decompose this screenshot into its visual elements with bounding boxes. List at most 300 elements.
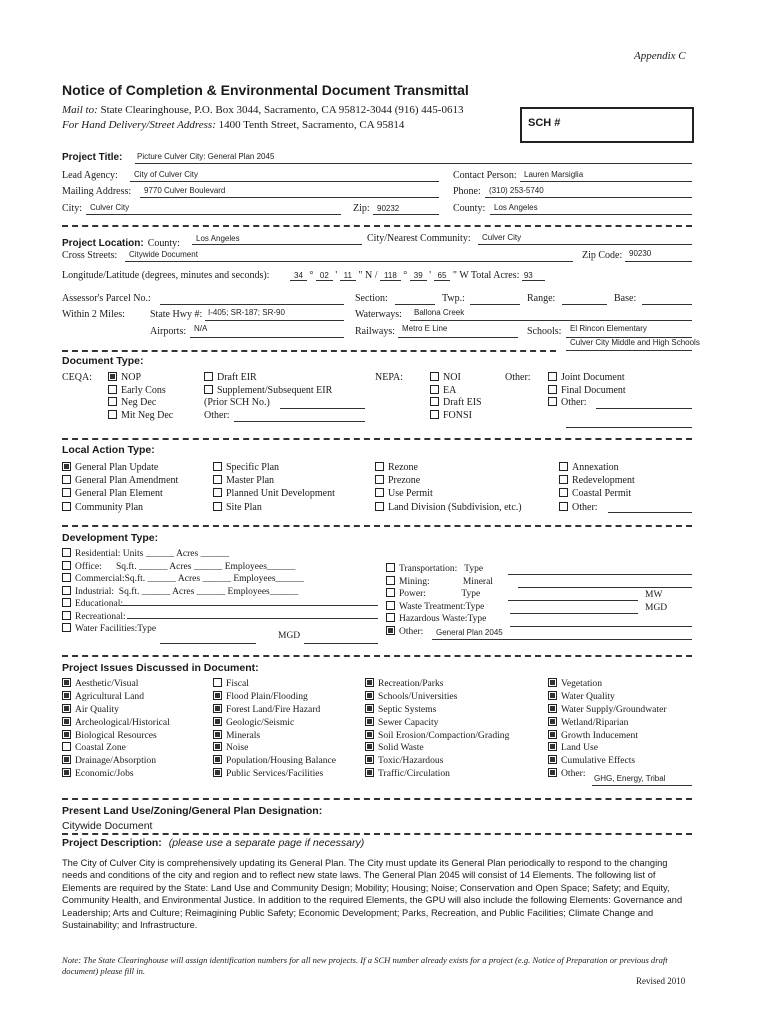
checkbox-label: Fiscal	[226, 678, 249, 689]
lead-agency-label: Lead Agency:	[62, 170, 118, 181]
ceqa-label: CEQA:	[62, 372, 92, 383]
checkbox-label: Growth Inducement	[561, 729, 638, 741]
checkbox-icon[interactable]	[375, 502, 384, 511]
checkbox-option[interactable]	[559, 487, 635, 500]
checkbox-icon[interactable]	[108, 410, 117, 419]
checkbox-label: Annexation	[572, 462, 619, 473]
checkbox-icon[interactable]	[62, 548, 71, 557]
checked-checkbox-icon[interactable]	[213, 768, 222, 777]
checkbox-icon[interactable]	[430, 372, 439, 381]
dev-type-label: Office: Sq.ft. ______ Acres ______ Employees______	[75, 561, 296, 572]
zip-label: Zip:	[353, 203, 370, 214]
dev-type-row[interactable]	[62, 561, 304, 574]
checked-checkbox-icon[interactable]	[213, 704, 222, 713]
total-acres-value[interactable]: 93	[522, 271, 545, 281]
dev-type-row[interactable]	[62, 586, 304, 599]
land-use-heading: Present Land Use/Zoning/General Plan Designation:	[62, 805, 323, 817]
checkbox-label: Planned Unit Development	[226, 488, 335, 500]
checkbox-label: Land Division (Subdivision, etc.)	[388, 501, 522, 513]
checkbox-icon[interactable]	[386, 613, 395, 622]
checkbox-option[interactable]	[62, 742, 170, 755]
dev-type-row[interactable]	[62, 611, 304, 624]
checkbox-icon[interactable]	[204, 372, 213, 381]
checkbox-label: General Plan Amendment	[75, 475, 179, 487]
checkbox-option[interactable]	[365, 730, 509, 743]
latitude-fields[interactable]: 34 ° 02 ' 11 " N / 118 ° 39 ' 65 " W Total Acres: 93	[290, 270, 545, 281]
issues-other-value[interactable]: GHG, Energy, Tribal	[594, 774, 666, 783]
lon-seconds[interactable]: 65	[434, 271, 451, 281]
development-type-heading: Development Type:	[62, 532, 159, 544]
dev-type-row[interactable]	[62, 623, 304, 636]
checkbox-option[interactable]	[548, 704, 667, 717]
checked-checkbox-icon[interactable]	[213, 717, 222, 726]
divider	[62, 225, 692, 227]
checkbox-label: Early Cons	[121, 384, 166, 396]
lon-minutes[interactable]: 39	[410, 271, 427, 281]
zip-value[interactable]: 90232	[377, 204, 400, 213]
checkbox-icon[interactable]	[213, 502, 222, 511]
checkbox-label: Vegetation	[561, 678, 603, 689]
checkbox-label: Draft EIR	[217, 372, 257, 383]
checkbox-option[interactable]	[548, 755, 667, 768]
checkbox-label: Geologic/Seismic	[226, 716, 295, 728]
project-description-note: (please use a separate page if necessary)	[168, 837, 365, 849]
checkbox-option[interactable]	[375, 474, 522, 487]
checkbox-icon[interactable]	[108, 385, 117, 394]
checkbox-option[interactable]	[213, 717, 336, 730]
dev-type-label: Mining: Mineral	[399, 576, 493, 587]
revised-date: Revised 2010	[636, 976, 686, 986]
checkbox-label: Schools/Universities	[378, 690, 458, 702]
checked-checkbox-icon[interactable]	[62, 717, 71, 726]
railways-label: Railways:	[355, 326, 395, 337]
checkbox-option[interactable]	[365, 742, 509, 755]
checkbox-icon[interactable]	[62, 623, 71, 632]
checkbox-label: Septic Systems	[378, 703, 437, 715]
checkbox-label: Draft EIS	[443, 397, 482, 408]
divider	[62, 833, 692, 835]
checkbox-icon[interactable]	[386, 588, 395, 597]
checkbox-option[interactable]	[62, 691, 170, 704]
dev-type-row[interactable]	[62, 573, 304, 586]
checkbox-option[interactable]	[62, 768, 170, 781]
checkbox-option[interactable]	[548, 678, 667, 691]
dev-type-label: Educational:	[75, 599, 124, 609]
nearest-community-value[interactable]: Culver City	[482, 233, 522, 242]
footer-note: Note: The State Clearinghouse will assign identification numbers for all new projects. If a SCH number already exists for a project (e.g. Notice of Preparation or previous draft document) please fill in.	[62, 955, 668, 976]
dev-type-label: Hazardous Waste:Type	[399, 614, 487, 624]
checked-checkbox-icon[interactable]	[213, 730, 222, 739]
project-title-value[interactable]: Picture Culver City: General Plan 2045	[137, 152, 275, 161]
checkbox-option[interactable]	[375, 461, 522, 474]
checked-checkbox-icon[interactable]	[62, 755, 71, 764]
ceqa-options-2	[204, 372, 332, 397]
checkbox-option[interactable]	[548, 742, 667, 755]
section-label: Section:	[355, 293, 388, 304]
checkbox-label: FONSI	[443, 409, 472, 421]
checkbox-icon[interactable]	[559, 488, 568, 497]
checkbox-option[interactable]	[365, 691, 509, 704]
checkbox-icon[interactable]	[559, 462, 568, 471]
dev-type-label: Water Facilities:Type	[75, 624, 157, 634]
checked-checkbox-icon[interactable]	[213, 742, 222, 751]
checkbox-label: EA	[443, 384, 457, 396]
checkbox-option[interactable]	[548, 385, 626, 398]
city-label: City:	[62, 203, 83, 214]
checkbox-option[interactable]	[62, 501, 178, 514]
checkbox-icon[interactable]	[430, 410, 439, 419]
sch-number-box[interactable]	[520, 107, 694, 143]
airports-value[interactable]: N/A	[194, 324, 208, 333]
checked-checkbox-icon[interactable]	[62, 462, 71, 471]
city-value[interactable]: Culver City	[90, 203, 130, 212]
checked-checkbox-icon[interactable]	[548, 742, 557, 751]
checkbox-option[interactable]	[430, 397, 482, 410]
checkbox-label: Mit Neg Dec	[121, 409, 174, 421]
checkbox-label: Rezone	[388, 462, 418, 473]
checkbox-option[interactable]	[559, 474, 635, 487]
checkbox-option[interactable]	[430, 385, 482, 398]
checked-checkbox-icon[interactable]	[548, 704, 557, 713]
checkbox-option[interactable]	[62, 755, 170, 768]
checkbox-label: Economic/Jobs	[75, 768, 134, 780]
project-location-row	[62, 233, 180, 251]
waste-mgd-label: MGD	[645, 603, 668, 613]
checkbox-option[interactable]	[548, 372, 626, 385]
apn-label: Assessor's Parcel No.:	[62, 293, 151, 304]
divider	[62, 525, 692, 527]
water-mgd-label: MGD	[278, 631, 301, 641]
dev-type-label: Power: Type	[399, 589, 481, 599]
county-value[interactable]: Los Angeles	[494, 203, 538, 212]
checkbox-label: Aesthetic/Visual	[75, 678, 139, 689]
checkbox-option[interactable]	[213, 461, 335, 474]
divider	[62, 350, 556, 352]
lat-seconds[interactable]: 11	[340, 271, 356, 281]
checkbox-option[interactable]	[62, 704, 170, 717]
checked-checkbox-icon[interactable]	[548, 768, 557, 777]
waterways-value[interactable]: Ballona Creek	[414, 308, 465, 317]
checkbox-option[interactable]	[375, 501, 522, 514]
checked-checkbox-icon[interactable]	[548, 678, 557, 687]
checkbox-icon[interactable]	[62, 598, 71, 607]
contact-person-label: Contact Person:	[453, 170, 517, 181]
checkbox-icon[interactable]	[62, 611, 71, 620]
checkbox-option[interactable]	[365, 768, 509, 781]
checkbox-label: Flood Plain/Flooding	[226, 690, 308, 702]
checkbox-option[interactable]	[375, 487, 522, 500]
checkbox-option[interactable]	[108, 397, 173, 410]
dev-type-label: Waste Treatment:Type	[399, 601, 485, 612]
issues-col2	[213, 678, 336, 781]
hand-delivery-label: For Hand Delivery/Street Address:	[62, 119, 216, 131]
checkbox-option[interactable]	[213, 487, 335, 500]
checked-checkbox-icon[interactable]	[365, 768, 374, 777]
checkbox-option[interactable]	[213, 730, 336, 743]
checkbox-icon[interactable]	[213, 462, 222, 471]
checkbox-option[interactable]	[430, 372, 482, 385]
power-mw-label: MW	[645, 590, 663, 600]
nepa-options	[430, 372, 482, 422]
dev-other-value[interactable]: General Plan 2045	[436, 628, 503, 637]
checkbox-option[interactable]	[213, 474, 335, 487]
schools-value-2[interactable]: Culver City Middle and High Schools	[570, 338, 700, 347]
state-hwy-value[interactable]: I-405; SR-187; SR-90	[208, 308, 285, 317]
checkbox-icon[interactable]	[375, 462, 384, 471]
phone-label: Phone:	[453, 186, 481, 197]
checkbox-icon[interactable]	[386, 563, 395, 572]
checked-checkbox-icon[interactable]	[365, 678, 374, 687]
checkbox-label: Recreation/Parks	[378, 678, 444, 689]
local-action-col2	[213, 461, 335, 514]
west-acres-label: " W Total Acres:	[452, 270, 520, 281]
checkbox-option[interactable]	[213, 501, 335, 514]
checked-checkbox-icon[interactable]	[62, 730, 71, 739]
checkbox-label: Neg Dec	[121, 397, 157, 408]
checked-checkbox-icon[interactable]	[213, 691, 222, 700]
checkbox-label: Water Supply/Groundwater	[561, 703, 667, 715]
checkbox-label: Other:	[561, 768, 586, 780]
hand-delivery-address: 1400 Tenth Street, Sacramento, CA 95814	[218, 119, 405, 131]
base-label: Base:	[614, 293, 637, 304]
cross-streets-value[interactable]: Citywide Document	[129, 250, 198, 259]
project-title-label: Project Title:	[62, 152, 123, 163]
mail-to-label: Mail to:	[62, 104, 98, 116]
checkbox-icon[interactable]	[386, 601, 395, 610]
checked-checkbox-icon[interactable]	[548, 730, 557, 739]
checked-checkbox-icon[interactable]	[548, 691, 557, 700]
checkbox-option[interactable]	[213, 678, 336, 691]
checkbox-icon[interactable]	[559, 502, 568, 511]
checked-checkbox-icon[interactable]	[62, 704, 71, 713]
contact-person-value[interactable]: Lauren Marsiglia	[524, 170, 584, 179]
checkbox-label: Coastal Zone	[75, 742, 126, 754]
checkbox-option[interactable]	[62, 717, 170, 730]
north-label: " N /	[358, 270, 378, 281]
dev-type-label: Recreational:	[75, 611, 126, 622]
checkbox-label: Archeological/Historical	[75, 716, 170, 728]
checkbox-option[interactable]	[204, 385, 332, 398]
checked-checkbox-icon[interactable]	[365, 691, 374, 700]
checkbox-icon[interactable]	[213, 475, 222, 484]
mailing-address-value[interactable]: 9770 Culver Boulevard	[144, 186, 226, 195]
location-county-label: County:	[147, 238, 180, 249]
checkbox-label: Soil Erosion/Compaction/Grading	[378, 729, 510, 741]
checked-checkbox-icon[interactable]	[365, 755, 374, 764]
checkbox-label: Drainage/Absorption	[75, 755, 156, 767]
checkbox-option[interactable]	[213, 691, 336, 704]
checkbox-label: Water Quality	[561, 690, 615, 702]
zip-code-label: Zip Code:	[582, 250, 623, 261]
project-description-text[interactable]: The City of Culver City is comprehensively updating its General Plan. The City must update its General Plan periodically to respond to the changing needs and conditions of the city and region and to reflect new state laws. The General Plan 2045 will consist of 14 Elements. The following list of Elements are required by the State: Land Use and Community Design; Mobility; Housing; Noise; Conservation and Open Space; Safety; and Equity, Community Health, and Environmental Justice. In addition to the required Elements, the GPU will also include the following Elements: Governance and Leadership; Arts and Culture; Reimagining Public Safety; Economic Development; Parks, Recreation, and Public Facilities; Climate Change and Sustainability; and Infrastructure.	[62, 858, 683, 931]
checkbox-icon[interactable]	[430, 385, 439, 394]
checkbox-icon[interactable]	[62, 475, 71, 484]
checkbox-icon[interactable]	[548, 397, 557, 406]
zip-code-value[interactable]: 90230	[629, 249, 652, 258]
checkbox-option[interactable]	[365, 678, 509, 691]
checkbox-option[interactable]	[62, 730, 170, 743]
checkbox-icon[interactable]	[548, 385, 557, 394]
nepa-label: NEPA:	[375, 372, 403, 383]
divider	[62, 798, 692, 800]
checked-checkbox-icon[interactable]	[386, 626, 395, 635]
checkbox-option[interactable]	[213, 704, 336, 717]
checkbox-label: Joint Document	[561, 372, 625, 383]
checkbox-icon[interactable]	[62, 561, 71, 570]
checkbox-label: Solid Waste	[378, 742, 424, 754]
checkbox-label: Final Document	[561, 384, 626, 396]
dev-type-right	[386, 563, 493, 638]
checkbox-icon[interactable]	[62, 742, 71, 751]
checkbox-option[interactable]	[62, 461, 178, 474]
checkbox-label: Other:	[572, 501, 598, 513]
checkbox-icon[interactable]	[548, 372, 557, 381]
checked-checkbox-icon[interactable]	[62, 678, 71, 687]
checkbox-option[interactable]	[108, 385, 173, 398]
dev-type-row[interactable]	[386, 613, 493, 626]
checkbox-option[interactable]	[213, 768, 336, 781]
checked-checkbox-icon[interactable]	[365, 704, 374, 713]
dev-type-row[interactable]	[62, 548, 304, 561]
checkbox-option[interactable]	[108, 410, 173, 423]
checked-checkbox-icon[interactable]	[365, 730, 374, 739]
project-description-heading: Project Description:	[62, 837, 162, 849]
checkbox-option[interactable]	[365, 704, 509, 717]
checkbox-label: Wetland/Riparian	[561, 716, 629, 728]
issues-col1	[62, 678, 170, 781]
checkbox-option[interactable]	[559, 461, 635, 474]
checked-checkbox-icon[interactable]	[365, 717, 374, 726]
longlat-label: Longitude/Latitude (degrees, minutes and seconds):	[62, 270, 270, 281]
local-action-col1	[62, 461, 178, 514]
appendix-label: Appendix C	[634, 50, 686, 62]
divider	[62, 438, 692, 440]
checkbox-label: Site Plan	[226, 501, 262, 513]
local-action-col4	[559, 461, 635, 514]
checkbox-option[interactable]	[204, 372, 332, 385]
checkbox-icon[interactable]	[62, 488, 71, 497]
lat-minutes[interactable]: 02	[316, 271, 333, 281]
checked-checkbox-icon[interactable]	[365, 742, 374, 751]
checkbox-icon[interactable]	[62, 586, 71, 595]
checkbox-label: Traffic/Circulation	[378, 768, 450, 780]
checkbox-icon[interactable]	[204, 385, 213, 394]
issues-col4	[548, 678, 667, 781]
dev-type-label: Industrial: Sq.ft. ______ Acres ______ Employees______	[75, 586, 299, 597]
checkbox-icon[interactable]	[386, 576, 395, 585]
checked-checkbox-icon[interactable]	[548, 755, 557, 764]
within-2-miles-label: Within 2 Miles:	[62, 309, 125, 320]
checkbox-icon[interactable]	[108, 397, 117, 406]
divider	[62, 655, 692, 657]
sch-label: SCH #	[528, 117, 561, 129]
state-hwy-label: State Hwy #:	[150, 309, 203, 320]
checked-checkbox-icon[interactable]	[548, 717, 557, 726]
checkbox-label: Public Services/Facilities	[226, 768, 324, 780]
project-issues-heading: Project Issues Discussed in Document:	[62, 662, 259, 674]
checkbox-icon[interactable]	[62, 573, 71, 582]
checkbox-label: Coastal Permit	[572, 488, 632, 500]
checkbox-label: Use Permit	[388, 488, 433, 500]
hand-delivery-line	[62, 119, 404, 131]
checkbox-label: Prezone	[388, 475, 421, 487]
checkbox-label: Noise	[226, 742, 249, 754]
other-doc-label: Other:	[505, 372, 531, 383]
checkbox-label: Other:	[561, 397, 587, 408]
checkbox-option[interactable]	[62, 487, 178, 500]
checkbox-label: Land Use	[561, 742, 599, 754]
checkbox-option[interactable]	[548, 730, 667, 743]
lead-agency-value[interactable]: City of Culver City	[134, 170, 199, 179]
checkbox-label: Specific Plan	[226, 462, 280, 473]
project-location-heading: Project Location:	[62, 238, 144, 249]
checkbox-icon[interactable]	[213, 678, 222, 687]
dev-type-row[interactable]	[386, 563, 493, 576]
checkbox-icon[interactable]	[62, 502, 71, 511]
checkbox-icon[interactable]	[430, 397, 439, 406]
checkbox-option[interactable]	[365, 717, 509, 730]
document-type-heading: Document Type:	[62, 355, 144, 367]
checkbox-option[interactable]	[213, 742, 336, 755]
checkbox-label: Population/Housing Balance	[226, 755, 337, 767]
dev-type-row[interactable]	[386, 601, 493, 614]
phone-value[interactable]: (310) 253-5740	[489, 186, 544, 195]
land-use-value[interactable]: Citywide Document	[62, 820, 153, 832]
waterways-label: Waterways:	[355, 309, 402, 320]
township-label: Twp.:	[442, 293, 465, 304]
schools-value-1[interactable]: El Rincon Elementary	[570, 324, 647, 333]
prior-sch-label: (Prior SCH No.)	[204, 397, 270, 408]
checkbox-option[interactable]	[430, 410, 482, 423]
dev-type-row[interactable]	[386, 588, 493, 601]
checkbox-label: General Plan Element	[75, 488, 163, 500]
checkbox-option[interactable]	[548, 691, 667, 704]
lat-degrees[interactable]: 34	[290, 271, 307, 281]
checkbox-icon[interactable]	[375, 475, 384, 484]
checkbox-label: Community Plan	[75, 501, 144, 513]
checked-checkbox-icon[interactable]	[108, 372, 117, 381]
issues-col3	[365, 678, 509, 781]
checkbox-label: Sewer Capacity	[378, 716, 439, 728]
checkbox-icon[interactable]	[213, 488, 222, 497]
ceqa-other-label: Other:	[204, 410, 230, 421]
checkbox-icon[interactable]	[375, 488, 384, 497]
checkbox-icon[interactable]	[559, 475, 568, 484]
checkbox-option[interactable]	[62, 474, 178, 487]
dev-type-left	[62, 548, 304, 636]
local-action-heading: Local Action Type:	[62, 444, 155, 456]
dev-type-label: Commercial:Sq.ft. ______ Acres ______ Employees______	[75, 574, 305, 584]
checked-checkbox-icon[interactable]	[62, 691, 71, 700]
location-county-value[interactable]: Los Angeles	[196, 234, 240, 243]
checked-checkbox-icon[interactable]	[62, 768, 71, 777]
dev-type-label: Transportation: Type	[399, 564, 484, 574]
checkbox-option[interactable]	[62, 678, 170, 691]
checkbox-option[interactable]	[108, 372, 173, 385]
checked-checkbox-icon[interactable]	[213, 755, 222, 764]
railways-value[interactable]: Metro E Line	[402, 324, 448, 333]
dev-type-row[interactable]	[386, 576, 493, 589]
checkbox-label: NOI	[443, 372, 461, 383]
lon-degrees[interactable]: 118	[380, 271, 401, 281]
checkbox-label: Toxic/Hazardous	[378, 755, 444, 767]
checkbox-label: NOP	[121, 372, 142, 383]
checkbox-option[interactable]	[365, 755, 509, 768]
dev-type-label: Other:	[399, 626, 424, 637]
project-description-row	[62, 837, 364, 849]
checkbox-option[interactable]	[548, 717, 667, 730]
checkbox-option[interactable]	[213, 755, 336, 768]
